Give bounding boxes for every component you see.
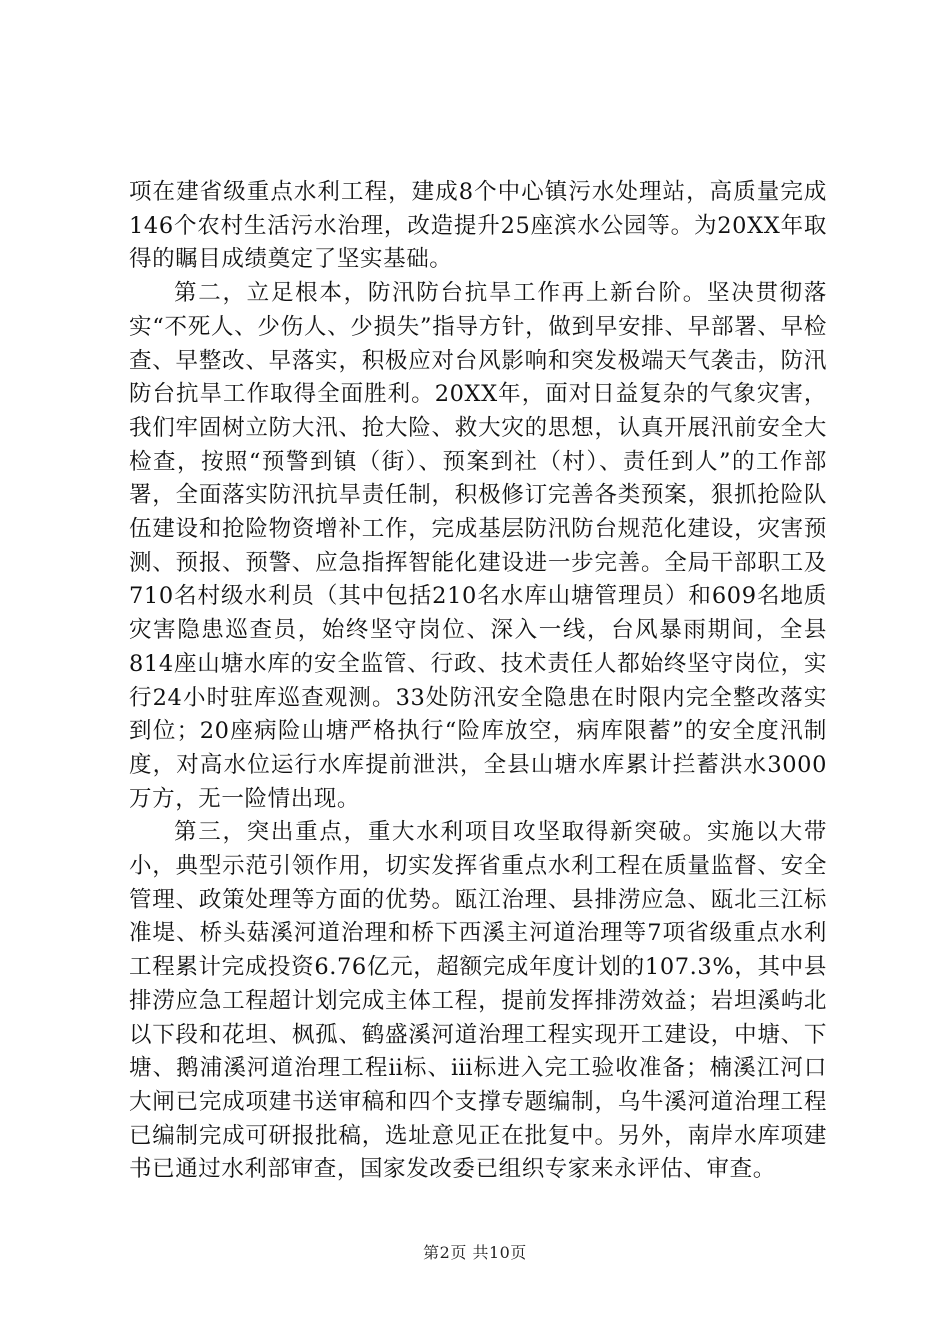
paragraph-key-projects: 第三，突出重点，重大水利项目攻坚取得新突破。实施以大带小，典型示范引领作用，切实发挥省重点水利工程在质量监督、安全管理、政策处理等方面的优势。瓯江治理、县排涝应急、瓯北三江标准堤、桥头菇溪河道治理和桥下西溪主河道治理等7项省级重点水利工程累计完成投资6.76亿元，超额完成年度计划的107.3%，其中县排涝应急工程超计划完成主体工程，提前发挥排涝效益；岩坦溪屿北以下段和花坦、枫孤、鹤盛溪河道治理工程实现开工建设，中塘、下塘、鹅浦溪河道治理工程ⅱ标、ⅲ标进入完工验收准备；楠溪江河口大闸已完成项建书送审稿和四个支撑专题编制，乌牛溪河道治理工程已编制完成可研报批稿，选址意见正在批复中。另外，南岸水库项建书已通过水利部审查，国家发改委已组织专家来永评估、审查。 (129, 819, 827, 1183)
document-body (129, 176, 827, 1187)
paragraph-flood-prevention: 第二，立足根本，防汛防台抗旱工作再上新台阶。坚决贯彻落实“不死人、少伤人、少损失”指导方针，做到早安排、早部署、早检查、早整改、早落实，积极应对台风影响和突发极端天气袭击，防汛防台抗旱工作取得全面胜利。20XX年，面对日益复杂的气象灾害，我们牢固树立防大汛、抢大险、救大灾的思想，认真开展汛前安全大检查，按照“预警到镇（街）、预案到社（村）、责任到人”的工作部署，全面落实防汛抗旱责任制，积极修订完善各类预案，狠抓抢险队伍建设和抢险物资增补工作，完成基层防汛防台规范化建设，灾害预测、预报、预警、应急指挥智能化建设进一步完善。全局干部职工及710名村级水利员（其中包括210名水库山塘管理员）和609名地质灾害隐患巡查员，始终坚守岗位、深入一线，台风暴雨期间，全县814座山塘水库的安全监管、行政、技术责任人都始终坚守岗位，实行24小时驻库巡查观测。33处防汛安全隐患在时限内完全整改落实到位；20座病险山塘严格执行“险库放空，病库限蓄”的安全度汛制度，对高水位运行水库提前泄洪，全县山塘水库累计拦蓄洪水3000万方，无一险情出现。 (129, 280, 827, 812)
page-number-footer: 第2页 共10页 (423, 1243, 527, 1262)
paragraph-continuation: 项在建省级重点水利工程，建成8个中心镇污水处理站，高质量完成146个农村生活污水治理，改造提升25座滨水公园等。为20XX年取得的瞩目成绩奠定了坚实基础。 (129, 179, 827, 273)
